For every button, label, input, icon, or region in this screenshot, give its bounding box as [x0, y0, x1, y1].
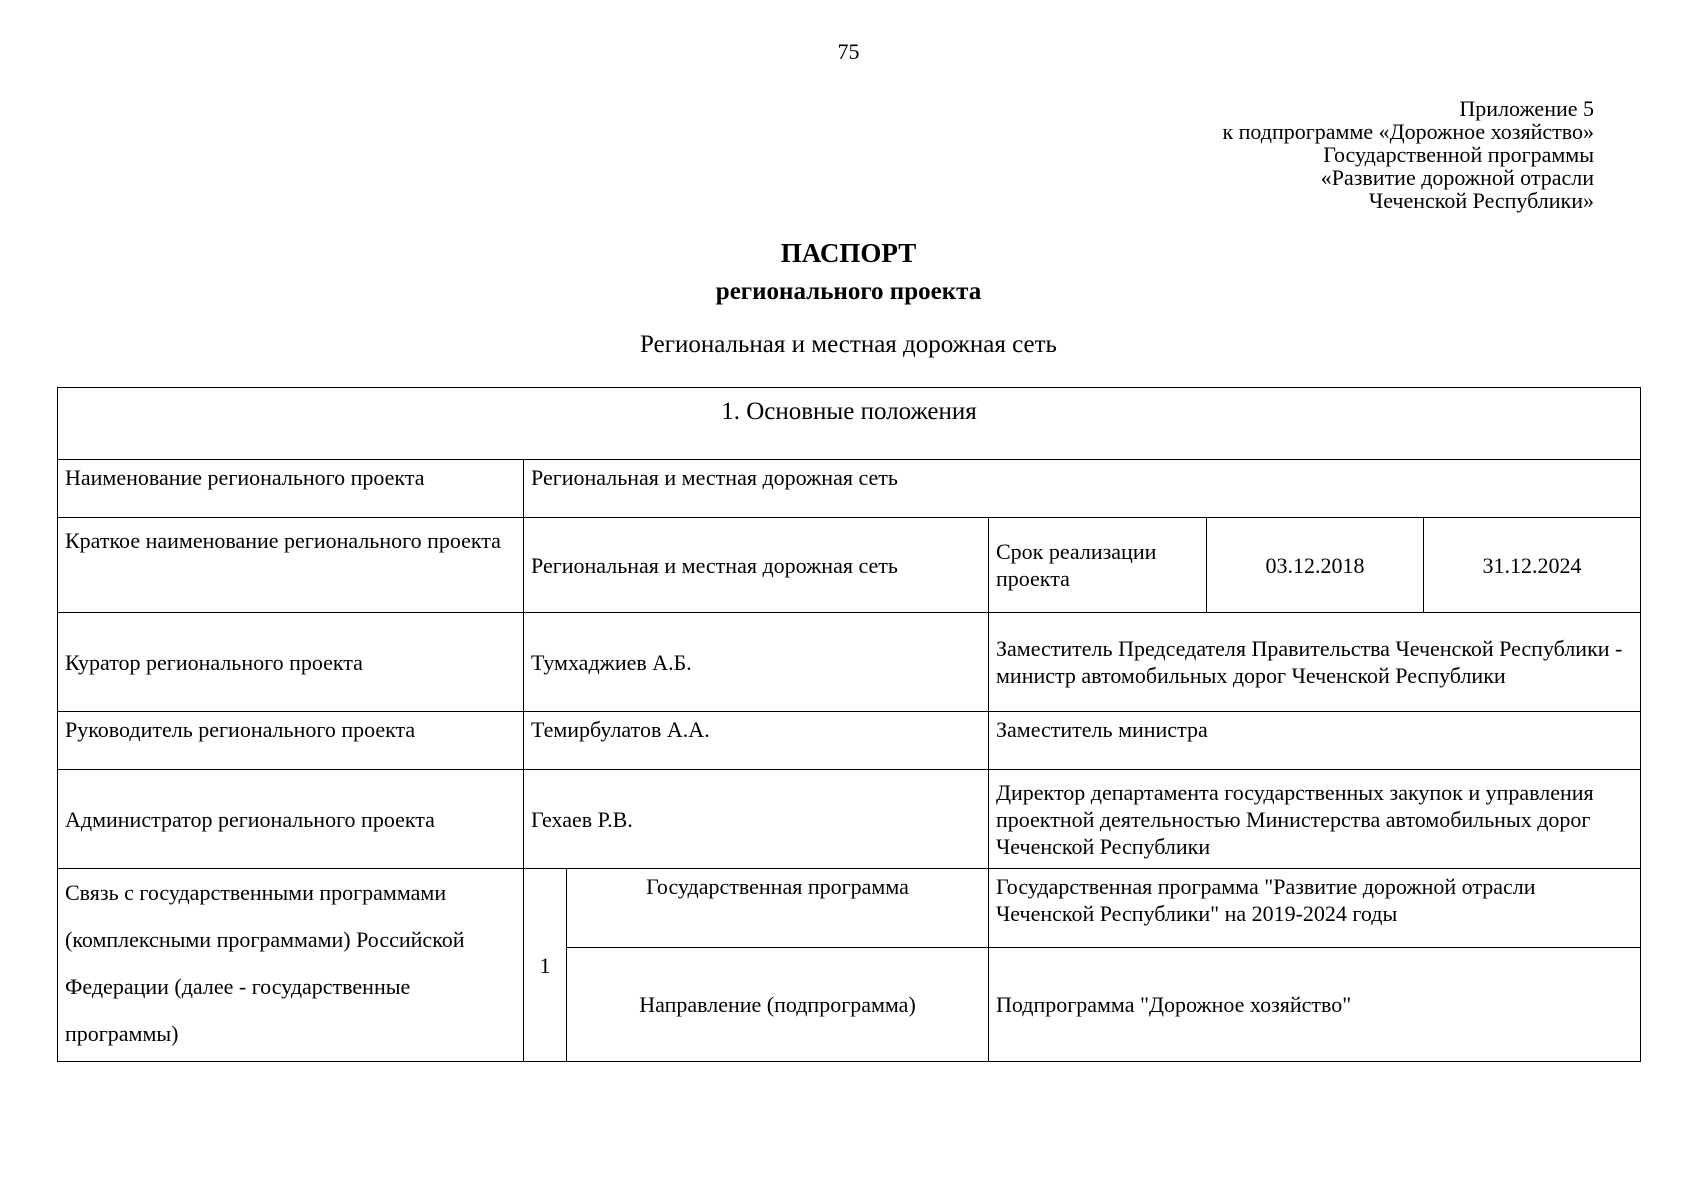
section-heading: 1. Основные положения: [58, 388, 1641, 460]
table-row: [58, 518, 1641, 613]
appendix-line: Приложение 5: [1459, 96, 1594, 121]
appendix-line: Государственной программы: [1323, 142, 1594, 167]
head-person: Темирбулатов А.А.: [524, 712, 989, 770]
row-label: Связь с государственными программами (комплексными программами) Российской Федерации (далее - государственные программы): [58, 869, 524, 1062]
table-row: [58, 460, 1641, 518]
appendix-line: «Развитие дорожной отрасли: [1320, 165, 1594, 190]
document-subtitle: регионального проекта: [715, 278, 982, 305]
row-label: Куратор регионального проекта: [58, 613, 524, 712]
start-date: 03.12.2018: [1207, 518, 1424, 613]
row-label: Краткое наименование регионального проекта: [58, 518, 524, 613]
appendix-line: к подпрограмме «Дорожное хозяйство»: [1222, 119, 1594, 144]
page-number: 75: [837, 39, 860, 64]
appendix-note: [1222, 97, 1594, 212]
row-label: Руководитель регионального проекта: [58, 712, 524, 770]
period-label: Срок реализации проекта: [989, 518, 1207, 613]
section-heading-row: [58, 388, 1641, 460]
document-title: ПАСПОРТ: [780, 238, 917, 268]
table-row: [58, 712, 1641, 770]
administrator-position: Директор департамента государственных закупок и управления проектной деятельностью Министерства автомобильных дорог Чеченской Республики: [989, 770, 1641, 869]
head-position: Заместитель министра: [989, 712, 1641, 770]
row-label: Наименование регионального проекта: [58, 460, 524, 518]
appendix-line: Чеченской Республики»: [1368, 188, 1594, 213]
curator-person: Тумхаджиев А.Б.: [524, 613, 989, 712]
table-row: [58, 613, 1641, 712]
project-name-value: Региональная и местная дорожная сеть: [524, 460, 1641, 518]
program-value: Государственная программа "Развитие дорожной отрасли Чеченской Республики" на 2019-2024 годы: [989, 869, 1641, 948]
row-label: Администратор регионального проекта: [58, 770, 524, 869]
passport-table: [57, 387, 1641, 1062]
administrator-person: Гехаев Р.В.: [524, 770, 989, 869]
direction-label: Направление (подпрограмма): [567, 948, 989, 1062]
project-title: Региональная и местная дорожная сеть: [640, 331, 1057, 358]
curator-position: Заместитель Председателя Правительства Чеченской Республики - министр автомобильных дорог Чеченской Республики: [989, 613, 1641, 712]
table-row: [58, 869, 1641, 948]
end-date: 31.12.2024: [1424, 518, 1641, 613]
table-row: [58, 770, 1641, 869]
direction-value: Подпрограмма "Дорожное хозяйство": [989, 948, 1641, 1062]
short-name-value: Региональная и местная дорожная сеть: [524, 518, 989, 613]
program-label: Государственная программа: [567, 869, 989, 948]
program-number: 1: [524, 869, 567, 1062]
